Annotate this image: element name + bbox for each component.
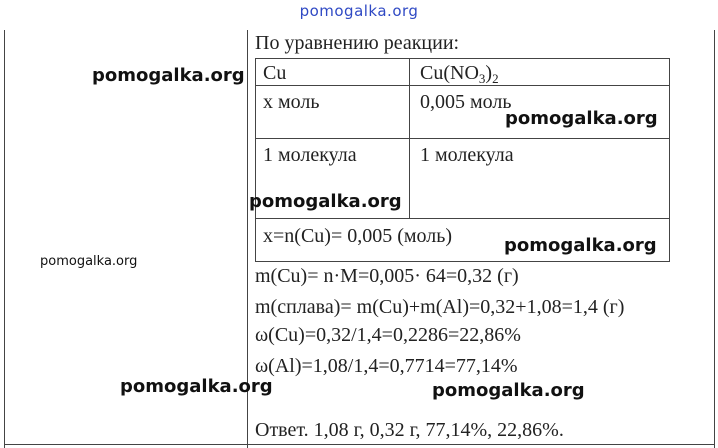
watermark-7: pomogalka.org (432, 380, 585, 401)
header-cu-nitrate-main: Cu(NO (420, 62, 479, 84)
table-bottom (255, 261, 670, 262)
row1-col2: 0,005 моль (420, 91, 512, 113)
table-col-divider (409, 58, 410, 219)
watermark-top: pomogalka.org (299, 2, 419, 20)
table-row-divider-3 (255, 218, 670, 219)
header-cu: Cu (263, 62, 287, 84)
watermark-2: pomogalka.org (505, 108, 658, 129)
watermark-1: pomogalka.org (92, 65, 245, 86)
calc-line-4: ω(Al)=1,08/1,4=0,7714=77,14% (255, 355, 518, 377)
header-cu-nitrate-paren: ) (485, 62, 493, 84)
calc-line-2: m(сплава)= m(Cu)+m(Al)=0,32+1,08=1,4 (г) (255, 296, 625, 318)
watermark-4: pomogalka.org (504, 235, 657, 256)
header-cu-nitrate (420, 61, 499, 85)
watermark-6: pomogalka.org (120, 376, 273, 397)
row1-col1: x моль (263, 91, 320, 113)
calc-line-3: ω(Cu)=0,32/1,4=0,2286=22,86% (255, 324, 521, 346)
left-border (4, 30, 5, 448)
watermark-5: pomogalka.org (40, 254, 138, 269)
intro-text: По уравнению реакции: (255, 32, 460, 54)
row2-col1: 1 молекула (263, 144, 357, 166)
calc-line-1: m(Cu)= n·M=0,005· 64=0,32 (г) (255, 265, 519, 287)
table-row-divider-2 (255, 138, 670, 139)
watermark-3: pomogalka.org (249, 191, 402, 212)
table-top (255, 58, 670, 59)
answer-text: Ответ. 1,08 г, 0,32 г, 77,14%, 22,86%. (255, 419, 564, 441)
table-footer: x=n(Cu)= 0,005 (моль) (263, 225, 453, 247)
right-border (714, 30, 715, 448)
table-left (255, 58, 256, 262)
header-cu-nitrate-sub2: 2 (492, 71, 499, 86)
row2-col2: 1 молекула (420, 144, 514, 166)
table-right (669, 58, 670, 262)
header-cu-nitrate-sub3: 3 (478, 71, 486, 86)
bottom-border (4, 444, 715, 445)
table-row-divider-1 (255, 85, 670, 86)
